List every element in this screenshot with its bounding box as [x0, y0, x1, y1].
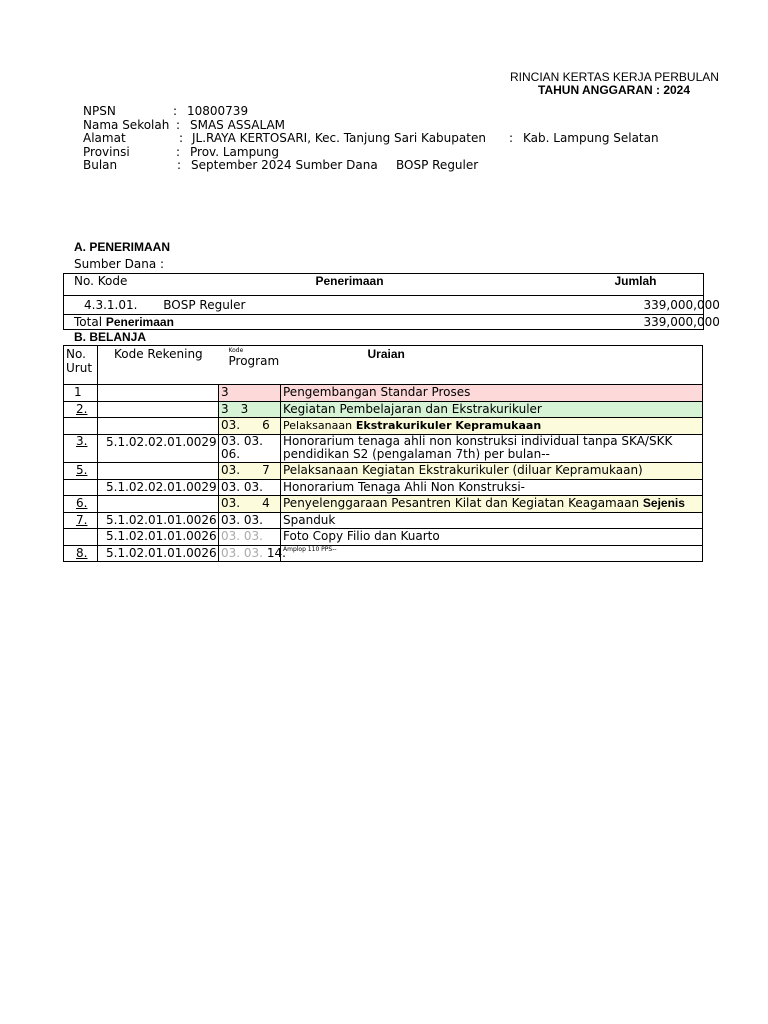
row-uraian: Penyelenggaraan Pesantren Kilat dan Kegiatan Keagamaan Sejenis: [281, 496, 703, 513]
table-row: [64, 546, 703, 562]
belanja-section-title: B. BELANJA: [74, 330, 147, 344]
row-no: 8.: [64, 546, 98, 562]
row-program: 3: [219, 385, 281, 402]
sumber-dana-value: BOSP Reguler: [396, 158, 479, 172]
row-kode: [98, 402, 219, 418]
sekolah-value: SMAS ASSALAM: [190, 118, 286, 132]
row-kode: 5.1.02.01.01.0026: [98, 529, 219, 546]
col-kode-small: Kode: [228, 347, 244, 354]
bulan-value: September 2024 Sumber Dana: [191, 158, 378, 172]
kabupaten-colon: :: [509, 131, 514, 145]
bulan-label: Bulan: [83, 158, 118, 172]
provinsi-label: Provinsi: [83, 145, 130, 159]
row-no: [64, 529, 98, 546]
row-kode: 5.1.02.01.01.0026: [98, 513, 219, 529]
row-kode: 5.1.02.02.01.0029: [98, 435, 219, 463]
row-kode: [98, 463, 219, 480]
npsn-row: [83, 104, 249, 118]
row-program: 03. 03.: [219, 513, 281, 529]
npsn-colon: :: [173, 104, 178, 118]
row-kode: 5.1.02.01.01.0026: [98, 546, 219, 562]
row-uraian: Kegiatan Pembelajaran dan Ekstrakurikuler: [281, 402, 703, 418]
penerimaan-header-row: [64, 274, 704, 296]
sekolah-colon: :: [176, 118, 181, 132]
table-row: [64, 480, 703, 496]
row-program: 03. 7: [219, 463, 281, 480]
row-no: 1: [64, 385, 98, 402]
sekolah-row: [83, 118, 286, 132]
row-kode: [98, 496, 219, 513]
penerimaan-row: [64, 296, 704, 315]
bulan-colon: :: [177, 158, 182, 172]
row-uraian: Honorarium Tenaga Ahli Non Konstruksi-: [281, 480, 703, 496]
row-program: 03. 03. 06.: [219, 435, 281, 463]
alamat-colon: :: [179, 131, 184, 145]
row-program: 03. 03.: [219, 480, 281, 496]
col-jumlah: Jumlah: [614, 274, 657, 288]
kabupaten-value: Kab. Lampung Selatan: [523, 131, 659, 145]
penerimaan-kode-cell: [64, 296, 304, 315]
col-uraian: Uraian: [281, 346, 703, 385]
col-no-urut: [64, 346, 98, 385]
npsn-label: NPSN: [83, 104, 116, 118]
penerimaan-name: BOSP Reguler: [163, 298, 246, 312]
belanja-table: [63, 345, 703, 562]
provinsi-value: Prov. Lampung: [190, 145, 280, 159]
row-program: 03. 4: [219, 496, 281, 513]
row-kode: [98, 385, 219, 402]
table-row: [64, 435, 703, 463]
penerimaan-table: [63, 273, 720, 330]
table-row: [64, 385, 703, 402]
table-row: [64, 529, 703, 546]
document-title: RINCIAN KERTAS KERJA PERBULAN: [510, 70, 719, 84]
col-program-cell: [219, 346, 281, 385]
row-no: 7.: [64, 513, 98, 529]
penerimaan-jumlah: 339,000,000: [643, 298, 720, 312]
col-penerimaan: Penerimaan: [315, 274, 384, 288]
total-label: Total: [74, 315, 103, 329]
row-program: 3 3: [219, 402, 281, 418]
row-uraian: Pelaksanaan Kegiatan Ekstrakurikuler (diluar Kepramukaan): [281, 463, 703, 480]
row-uraian: Honorarium tenaga ahli non konstruksi individual tanpa SKA/SKK pendidikan S2 (pengalaman 7th) per bulan--: [281, 435, 703, 463]
row-program: 03. 6: [219, 418, 281, 435]
row-no: [64, 418, 98, 435]
row-no: 3.: [64, 435, 98, 463]
table-row: [64, 513, 703, 529]
row-uraian: Pelaksanaan Ekstrakurikuler Kepramukaan: [281, 418, 703, 435]
col-kode-rekening: Kode Rekening: [98, 346, 219, 385]
table-row: [64, 402, 703, 418]
penerimaan-section-title: A. PENERIMAAN: [74, 240, 171, 254]
row-kode: 5.1.02.02.01.0029: [98, 480, 219, 496]
row-program: 03. 03.: [219, 529, 281, 546]
alamat-label: Alamat: [83, 131, 126, 145]
provinsi-colon: :: [176, 145, 181, 159]
row-kode: [98, 418, 219, 435]
sekolah-label: Nama Sekolah: [83, 118, 170, 132]
table-row: [64, 463, 703, 480]
table-row: [64, 418, 703, 435]
row-no: 6.: [64, 496, 98, 513]
row-program: 03. 03. 14.: [219, 546, 281, 562]
row-no: 5.: [64, 463, 98, 480]
row-uraian: Pengembangan Standar Proses: [281, 385, 703, 402]
col-program: Program: [228, 354, 280, 368]
row-uraian: Amplop 110 PPS--: [281, 546, 703, 562]
col-no: No.: [66, 347, 86, 361]
table-row: [64, 496, 703, 513]
total-label-cell: [64, 315, 304, 330]
npsn-value: 10800739: [187, 104, 249, 118]
penerimaan-total-row: [64, 315, 704, 330]
sumber-dana-label: Sumber Dana :: [74, 257, 165, 271]
total-jumlah: 339,000,000: [643, 315, 720, 329]
bulan-row: [83, 158, 479, 172]
row-uraian: Foto Copy Filio dan Kuarto: [281, 529, 703, 546]
row-no: 2.: [64, 402, 98, 418]
penerimaan-kode: 4.3.1.01.: [84, 298, 138, 312]
fiscal-year-label: TAHUN ANGGARAN : 2024: [538, 83, 691, 97]
total-label-bold: Penerimaan: [105, 315, 174, 329]
belanja-header-row: [64, 346, 703, 385]
col-no-kode: No. Kode: [74, 274, 128, 288]
row-no: [64, 480, 98, 496]
alamat-row: [83, 131, 659, 145]
alamat-value: JL.RAYA KERTOSARI, Kec. Tanjung Sari Kabupaten: [192, 131, 486, 145]
col-urut: Urut: [66, 361, 93, 375]
provinsi-row: [83, 145, 280, 159]
row-uraian: Spanduk: [281, 513, 703, 529]
